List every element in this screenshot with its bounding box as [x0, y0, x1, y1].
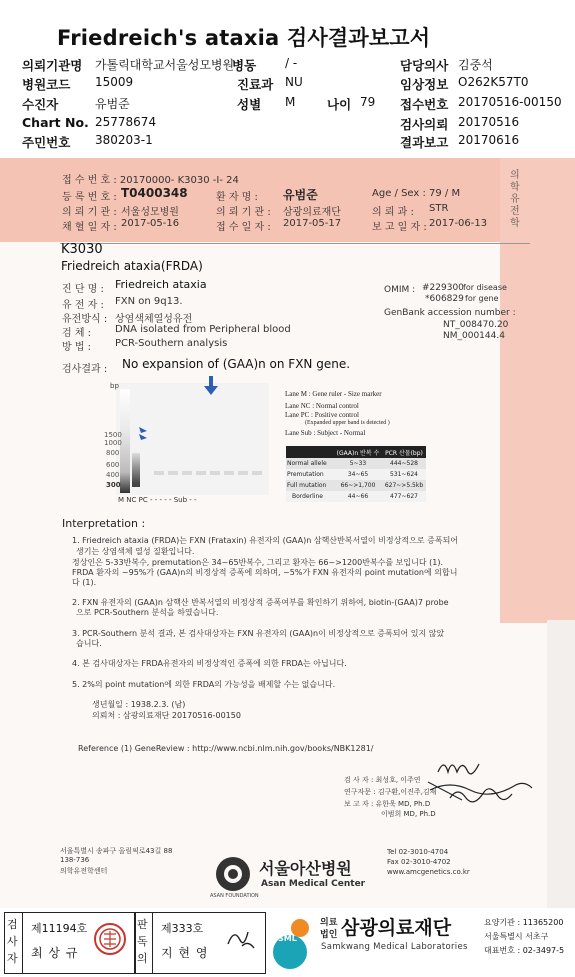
genbank-1: NT_008470.20: [443, 320, 509, 330]
gel-marker-1500: 1500: [104, 431, 122, 439]
value-institution: 가톨릭대학교서울성모병원: [95, 58, 235, 72]
table-header-cell: [286, 446, 334, 458]
label-hospital-code: 병원코드: [22, 77, 71, 92]
hospital-name-ko: 서울아산병원: [259, 859, 352, 878]
agesex: 79 / M: [429, 188, 461, 199]
gel-marker-600: 600: [106, 461, 120, 469]
gel-marker-800: 800: [106, 449, 120, 457]
receipt-line: 접 수 번 호 : 20170000- K3030 -I- 24: [62, 175, 239, 186]
table-row: [286, 469, 426, 480]
reader-name: 지 현 영: [161, 946, 209, 960]
gel-lane-labels: M NC PC - - - - - Sub - -: [118, 496, 197, 504]
inst: 서울성모병원: [121, 207, 179, 218]
signer-line: 검 사 자 : 최성호, 이주연: [344, 776, 421, 784]
table-cell: 5~33: [349, 460, 367, 467]
table-row: [286, 480, 426, 491]
inspector-label: 검사자: [7, 918, 18, 965]
report-date: 2017-06-13: [429, 218, 488, 229]
reader-license: 제333호: [161, 922, 204, 935]
omim-gene-note: for gene: [465, 294, 499, 303]
value-chart-no: 25778674: [95, 115, 157, 129]
asan-foundation-logo: [215, 856, 251, 892]
diagnosis: Friedreich ataxia: [115, 278, 207, 291]
genbank-2: NM_000144.4: [443, 331, 505, 341]
reader-box-divider: [152, 912, 153, 974]
label-doctor: 담당의사: [400, 58, 449, 73]
requester-line: 의뢰처 : 삼광의료재단 20170516-00150: [92, 711, 241, 720]
org-name: 삼광의료재단: [341, 917, 452, 939]
result-text: No expansion of (GAA)n on FXN gene.: [122, 357, 351, 371]
interp-line: 다 (1).: [72, 578, 97, 587]
reference-line: Reference (1) GeneReview : http://www.ncbi.nlm.nih.gov/books/NBK1281/: [78, 744, 374, 753]
down-arrow-icon: [202, 376, 220, 396]
foundation-text: ASAN FOUNDATION: [210, 893, 259, 899]
inheritance: 상염색체열성유전: [115, 314, 193, 325]
inst-label: 의 뢰 기 관 :: [62, 207, 117, 218]
label-result-report: 결과보고: [400, 135, 449, 150]
signature-image: [420, 752, 540, 822]
table-cell: Borderline: [292, 493, 323, 500]
value-patient: 유범준: [95, 97, 130, 111]
label-resident-no: 주민번호: [22, 135, 71, 150]
gel-marker-400: 400: [106, 471, 120, 479]
reader-label: 판독의: [137, 918, 148, 965]
table-header-cell: (GAA)n 반복 수: [336, 449, 380, 457]
table-row: [286, 491, 426, 502]
hospital-name-en: Asan Medical Center: [261, 879, 366, 889]
interp-line: 3. PCR-Southern 분석 결과, 본 검사대상자는 FXN 유전자의 (GAA)n이 비정상적으로 증폭되어 있지 않았: [72, 629, 445, 638]
label-sex: 성별: [237, 97, 262, 112]
req-inst-label: 의 뢰 기 관 :: [216, 207, 271, 218]
table-cell: 477~627: [390, 493, 418, 500]
label-clinical-info: 임상정보: [400, 77, 449, 92]
value-ward: / -: [285, 56, 298, 70]
ward: STR: [429, 203, 449, 214]
report-label: 보 고 일 자 :: [372, 222, 427, 233]
table-header-cell: PCR 산물(bp): [385, 449, 423, 457]
interp-line: 으로 PCR-Southern 분석을 하였습니다.: [76, 608, 219, 617]
omim-label: OMIM :: [384, 285, 416, 295]
label-ward: 병동: [232, 58, 257, 73]
right-arrow-icon: [137, 425, 153, 441]
interp-line: FRDA 환자의 ~95%가 (GAA)n의 비정상적 증폭에 의하며, ~5%가 FXN 유전자의 point mutation에 의합니: [72, 568, 458, 577]
address-line: 138-736: [60, 856, 90, 864]
org-prefix-2: 법인: [320, 930, 338, 940]
result-label: 검사결과 :: [62, 364, 108, 375]
table-cell: 531~624: [390, 471, 418, 478]
interp-title: Interpretation :: [62, 517, 146, 530]
specimen: DNA isolated from Peripheral blood: [115, 324, 291, 335]
label-receipt-no: 접수번호: [400, 97, 449, 112]
signer-line: 연구자문 : 김구환,이진주,김재: [344, 788, 437, 796]
table-cell: 66~>1,700: [340, 482, 376, 489]
table-row: [286, 458, 426, 469]
birth-line: 생년월일 : 1938.2.3. (남): [92, 700, 186, 709]
red-seal-icon: [93, 922, 127, 956]
table-cell: 627~>5.5kb: [384, 482, 424, 489]
value-clinical-info: O262K57T0: [458, 75, 529, 89]
address-line: 서울특별시 송파구 올림픽로43길 88: [60, 847, 173, 855]
interp-line: 정상인은 5-33반복수, premutation은 34~65반복수, 그리고 환자는 66~>1200반복수를 보입니다 (1).: [72, 558, 444, 567]
gel-bp-label: bp: [110, 382, 119, 390]
repeat-table: [286, 446, 426, 502]
table-cell: Full mutation: [287, 482, 327, 489]
interp-line: 습니다.: [76, 639, 102, 648]
gene: FXN on 9q13.: [115, 296, 183, 307]
table-cell: Premutation: [287, 471, 324, 478]
req-inst: 삼광의료재단: [283, 207, 341, 218]
specimen-label: 검 체 :: [62, 328, 92, 339]
sml-logo-text: SML: [278, 934, 297, 943]
label-age: 나이: [327, 97, 352, 112]
omim-gene: *606829: [425, 294, 464, 304]
test-name: Friedreich ataxia(FRDA): [61, 259, 203, 273]
sheet-divider: [60, 243, 530, 244]
org-info-line: 요양기관 : 11365200: [484, 918, 564, 927]
gel-marker-1000: 1000: [104, 439, 122, 447]
label-department: 진료과: [237, 77, 274, 92]
sml-logo-icon: [270, 912, 316, 974]
legend-line-5: Lane Sub : Subject - Normal: [285, 429, 366, 437]
value-age: 79: [360, 95, 376, 109]
report-title: Friedreich's ataxia 검사결과보고서: [57, 26, 431, 50]
nc-lane-smear: [132, 453, 140, 487]
legend-line-4: (Expanded upper band is detected ): [305, 420, 390, 426]
contact-line: Tel 02-3010-4704: [387, 848, 449, 856]
collect-date: 2017-05-16: [121, 218, 180, 229]
interp-line: 2. FXN 유전자의 (GAA)n 삼핵산 반복서열의 비정상적 증폭여부를 확인하기 위하여, biotin-(GAA)7 probe: [72, 598, 449, 607]
table-cell: Normal allele: [287, 460, 327, 467]
value-resident-no: 380203-1: [95, 133, 153, 147]
value-test-request: 20170516: [458, 115, 520, 129]
reg-label: 등 록 번 호 :: [62, 192, 117, 203]
reg-no: T0400348: [121, 186, 188, 200]
label-institution: 의뢰기관명: [22, 58, 83, 73]
inspector-box-divider: [22, 912, 23, 974]
contact-line: www.amcgenetics.co.kr: [387, 868, 470, 876]
signer-line: 보 고 자 : 유한욱 MD, Ph.D: [344, 800, 431, 808]
omim-disease-note: for disease: [463, 283, 507, 292]
value-result-report: 20170616: [458, 133, 520, 147]
patient-label: 환 자 명 :: [216, 192, 258, 203]
legend-line-3: Lane PC : Positive control: [285, 411, 359, 419]
legend-line-1: Lane M : Gene ruler - Size marker: [285, 390, 382, 398]
patient-name: 유범준: [283, 188, 318, 202]
side-stamp: 의학유전학: [510, 170, 520, 229]
reader-signature-image: [222, 924, 258, 954]
value-receipt-no: 20170516-00150: [458, 95, 562, 109]
value-department: NU: [285, 75, 303, 89]
sheet-edge: [547, 620, 575, 910]
inspector-name: 최 상 규: [31, 946, 79, 960]
diagnosis-label: 진 단 명 :: [62, 284, 104, 295]
address-line: 의학유전학센터: [60, 867, 108, 875]
inheritance-label: 유전방식 :: [62, 314, 108, 325]
omim-disease: #229300: [422, 283, 464, 293]
test-code: K3030: [61, 242, 103, 257]
contact-line: Fax 02-3010-4702: [387, 858, 451, 866]
org-name-en: Samkwang Medical Laboratories: [321, 942, 468, 952]
collect-label: 채 혈 일 자 :: [62, 222, 117, 233]
interp-line: 5. 2%의 point mutation에 의한 FRDA의 가능성을 배제할 수는 없습니다.: [72, 680, 336, 689]
genbank-label: GenBank accession number :: [384, 308, 516, 318]
gel-marker-300: 300: [106, 481, 121, 489]
interp-line: 4. 본 검사대상자는 FRDA유전자의 비정상적인 증폭에 의한 FRDA는 아닙니다.: [72, 659, 347, 668]
interp-line: 1. Friedreich ataxia (FRDA)는 FXN (Frataxin) 유전자의 (GAA)n 삼핵산반복서열이 비정상적으로 증폭되어: [72, 536, 459, 545]
signer-line: 이범희 MD, Ph.D: [381, 810, 436, 818]
table-cell: 444~528: [390, 460, 418, 467]
receive-date: 2017-05-17: [283, 218, 342, 229]
table-cell: 34~65: [347, 471, 369, 478]
legend-line-2: Lane NC : Normal control: [285, 402, 359, 410]
receive-label: 접 수 일 자 :: [216, 222, 271, 233]
method-label: 방 법 :: [62, 342, 92, 353]
label-chart-no: Chart No.: [22, 115, 89, 130]
org-prefix-1: 의료: [320, 918, 338, 928]
gene-label: 유 전 자 :: [62, 300, 104, 311]
method: PCR-Southern analysis: [115, 338, 228, 349]
org-info-line: 서울특별시 서초구: [484, 932, 549, 941]
table-header: [286, 446, 426, 458]
agesex-label: Age / Sex :: [372, 188, 426, 199]
org-info-line: 대표번호 : 02-3497-5: [484, 946, 565, 955]
value-hospital-code: 15009: [95, 75, 134, 89]
label-patient: 수진자: [22, 97, 59, 112]
value-sex: M: [285, 95, 296, 109]
value-doctor: 김중석: [458, 58, 493, 72]
inspector-license: 제11194호: [31, 922, 88, 935]
ward-label: 의 뢰 과 :: [372, 207, 414, 218]
table-cell: 44~66: [347, 493, 369, 500]
interp-line: 생기는 상염색체 열성 질환입니다.: [76, 547, 195, 556]
label-test-request: 검사의뢰: [400, 117, 449, 132]
